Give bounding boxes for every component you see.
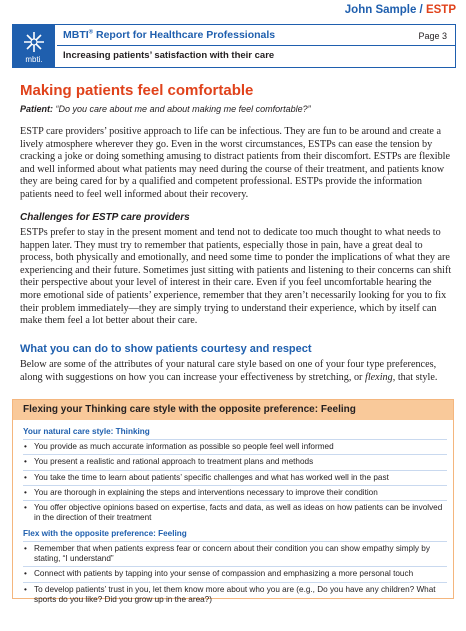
natural-style-list <box>23 439 447 526</box>
report-title-brand: MBTI <box>63 29 89 41</box>
bullet-icon: • <box>24 584 27 594</box>
report-subtitle: Increasing patients’ satisfaction with their care <box>63 50 275 61</box>
flexing-box <box>12 399 454 604</box>
patient-label: Patient: <box>20 104 54 114</box>
registered-mark: ® <box>88 29 94 36</box>
courtesy-text-a: Below are some of the attributes of your natural care style based on one of your four type preferences, along with suggestions on how you can increase your effectiveness by stretching, or <box>20 359 437 383</box>
natural-style-item <box>23 454 447 469</box>
bullet-icon: • <box>24 457 27 467</box>
flex-style-item-text: Connect with patients by tapping into your sense of compassion and emphasizing a more personal touch <box>34 569 414 579</box>
report-title <box>63 29 275 41</box>
bullet-icon: • <box>24 442 27 451</box>
page-number: Page 3 <box>418 31 447 41</box>
flex-style-item <box>23 566 447 581</box>
bullet-icon: • <box>24 503 27 513</box>
report-title-rest: Report for Healthcare Professionals <box>93 29 276 41</box>
owner-separator: / <box>416 4 426 16</box>
flex-style-list <box>23 541 447 607</box>
intro-paragraph: ESTP care providers’ positive approach to life can be infectious. They are fun to be around and create a lively atmosphere wherever they go. Even in the worst circumstances, ESTPs can ease the tension by cracking a joke or doing something amusing to distract patients from their discomfort. ESTPs are flexible and well informed about what patients may need during the course of their treatment, and patients know they are being cared for by a qualified and competent professional. ESTPs provide the information patients need to feel well informed about their recovery. <box>20 126 451 200</box>
section-title: Making patients feel comfortable <box>20 82 254 99</box>
flex-style-item <box>23 582 447 608</box>
natural-style-item-text: You provide as much accurate information as possible so people feel well informed <box>34 442 334 451</box>
courtesy-heading: What you can do to show patients courtesy and respect <box>20 343 312 355</box>
owner-name: John Sample <box>344 4 417 16</box>
patient-question <box>20 104 311 114</box>
natural-style-item <box>23 439 447 454</box>
header-divider <box>57 45 455 46</box>
report-owner <box>345 4 456 16</box>
courtesy-text-b: , that style. <box>392 371 438 383</box>
flex-style-item-text: Remember that when patients express fear or concern about their condition you can show empathy simply by stating, “I understand” <box>34 543 430 564</box>
natural-style-item-text: You present a realistic and rational approach to treatment plans and methods <box>34 457 314 467</box>
flexing-box-title: Flexing your Thinking care style with the opposite preference: Feeling <box>13 400 453 420</box>
flexing-box-content <box>23 427 447 607</box>
mbti-logo-icon <box>21 30 47 54</box>
natural-style-item <box>23 470 447 485</box>
natural-style-item-text: You take the time to learn about patients’ specific challenges and what has worked well in the past <box>34 472 389 482</box>
flex-style-item <box>23 541 447 567</box>
courtesy-paragraph <box>20 359 452 384</box>
mbti-logo-text: mbti. <box>25 55 43 64</box>
natural-style-item <box>23 485 447 500</box>
natural-style-item <box>23 500 447 526</box>
report-header <box>12 24 456 68</box>
owner-type: ESTP <box>425 4 456 16</box>
courtesy-emphasis: flexing <box>364 371 393 383</box>
challenges-heading: Challenges for ESTP care providers <box>20 212 190 223</box>
natural-style-label: Your natural care style: Thinking <box>23 427 150 436</box>
challenges-paragraph: ESTPs prefer to stay in the present moment and tend not to dedicate too much thought to what needs to happen later. They must try to remember that patients, especially those in pain, have a great deal to process, both physically and emotionally, and need some time to ponder the implications of what they are experiencing and their future. Sometimes just sitting with patients and listening to their concerns can shift their perspective about your level of interest in their care. Even if you feel uncomfortable hearing the more emotional side of patients’ experience, remember that they aren’t necessarily looking for you to fix their problem immediately—they are simply trying to understand their experience, which by itself can make them feel a lot better about their care. <box>20 227 452 327</box>
flex-style-item-text: To develop patients’ trust in you, let them know more about who you are (e.g., Do you have any children? What sports do you like? Did you grow up in the area?) <box>34 584 436 604</box>
bullet-icon: • <box>24 569 27 579</box>
mbti-logo <box>13 25 55 67</box>
bullet-icon: • <box>24 487 27 497</box>
bullet-icon: • <box>24 543 27 553</box>
bullet-icon: • <box>24 472 27 482</box>
natural-style-item-text: You offer objective opinions based on expertise, facts and data, as well as ideas on how patients can be involved in the direction of their treatment <box>34 503 443 523</box>
natural-style-item-text: You are thorough in explaining the steps and interventions necessary to improve their condition <box>34 487 378 497</box>
flex-style-label: Flex with the opposite preference: Feeling <box>23 528 187 538</box>
patient-quote: “Do you care about me and about making me feel comfortable?” <box>53 104 311 114</box>
